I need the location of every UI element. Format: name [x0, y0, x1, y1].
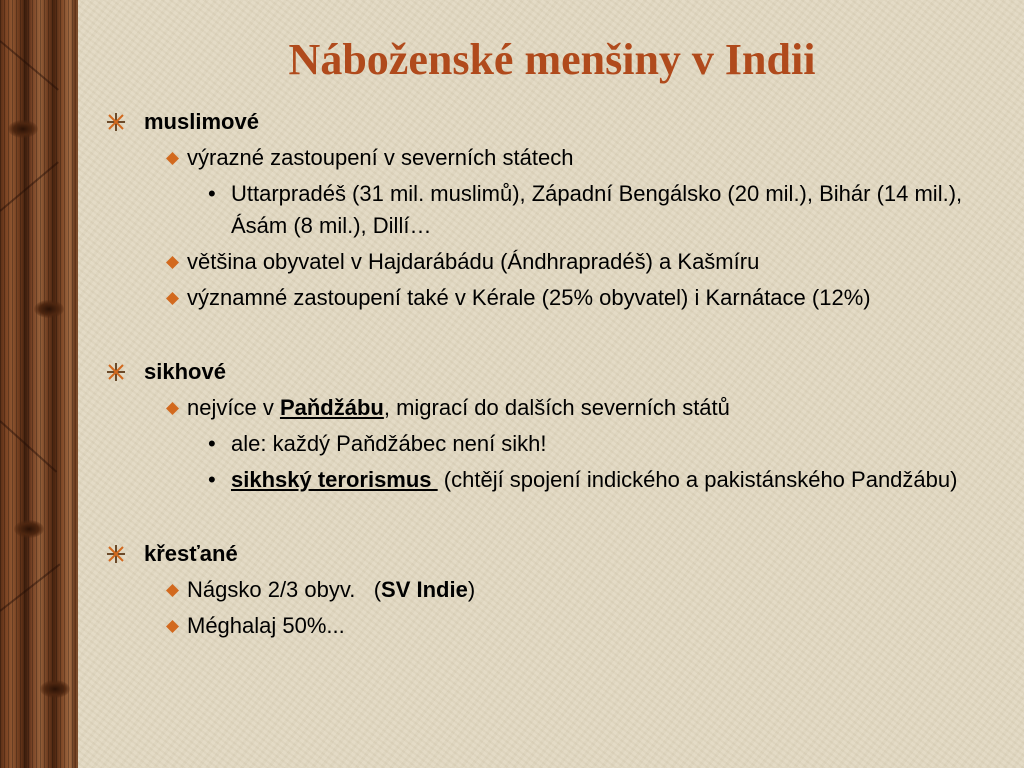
wood-grain-line — [0, 420, 57, 472]
diamond-icon — [166, 620, 179, 633]
dot-bullet: • — [208, 181, 216, 206]
list-item — [100, 282, 1010, 314]
pandzab-link[interactable]: Paňdžábu — [279, 395, 384, 420]
section-heading — [100, 106, 1010, 138]
list-item-text: Nágsko 2/3 obyv. ( — [187, 577, 382, 602]
star-burst-icon — [106, 362, 126, 382]
sub-list-item — [100, 428, 1010, 460]
wood-grain-line — [0, 40, 59, 90]
star-burst-icon — [106, 112, 126, 132]
wood-border — [0, 0, 76, 768]
list-item-text: nejvíce v — [187, 395, 280, 420]
diamond-icon — [166, 152, 179, 165]
spacer — [100, 500, 1010, 538]
list-item-text: významné zastoupení také v Kérale (25% obyvatel) i Karnátace (12%) — [187, 285, 871, 310]
dot-bullet: • — [208, 467, 216, 492]
section-heading — [100, 356, 1010, 388]
wood-knot — [40, 680, 70, 698]
list-item-text: Méghalaj 50%... — [187, 613, 345, 638]
slide-title: Náboženské menšiny v Indii — [288, 35, 816, 84]
sub-list-item-text: ale: každý Paňdžábec není sikh! — [231, 431, 547, 456]
section-heading — [100, 538, 1010, 570]
section-heading-text: křesťané — [144, 541, 238, 566]
wood-grain-line — [0, 563, 61, 611]
border-divider — [76, 0, 78, 768]
list-item — [100, 392, 1010, 424]
list-item-text: , migrací do dalších severních států — [383, 395, 730, 420]
sub-list-item — [100, 178, 1010, 242]
list-item — [100, 610, 1010, 642]
sub-list-item-text: Uttarpradéš (31 mil. muslimů), Západní Bengálsko (20 mil.), Bihár (14 mil.), Ásám (8 mil.), Dillí… — [231, 181, 963, 238]
wood-knot — [8, 120, 38, 138]
list-item — [100, 142, 1010, 174]
wood-knot — [34, 300, 64, 318]
section-heading-text: muslimové — [144, 109, 259, 134]
list-item — [100, 246, 1010, 278]
dot-bullet: • — [208, 431, 216, 456]
diamond-icon — [166, 402, 179, 415]
sub-list-item-text: (chtějí spojení indického a pakistánského Pandžábu) — [437, 467, 958, 492]
wood-knot — [14, 520, 44, 538]
spacer — [100, 318, 1010, 356]
sub-list-item — [100, 464, 1010, 496]
diamond-icon — [166, 584, 179, 597]
slide-content — [100, 106, 1010, 646]
sv-indie-text: SV Indie — [381, 577, 468, 602]
sikh-terrorism-link[interactable]: sikhský terorismus — [231, 467, 438, 492]
diamond-icon — [166, 292, 179, 305]
star-burst-icon — [106, 544, 126, 564]
section-heading-text: sikhové — [144, 359, 226, 384]
list-item-text: ) — [467, 577, 476, 602]
wood-grain-line — [0, 161, 59, 211]
diamond-icon — [166, 256, 179, 269]
list-item-text: výrazné zastoupení v severních státech — [187, 145, 574, 170]
list-item — [100, 574, 1010, 606]
list-item-text: většina obyvatel v Hajdarábádu (Ándhrapradéš) a Kašmíru — [187, 249, 760, 274]
